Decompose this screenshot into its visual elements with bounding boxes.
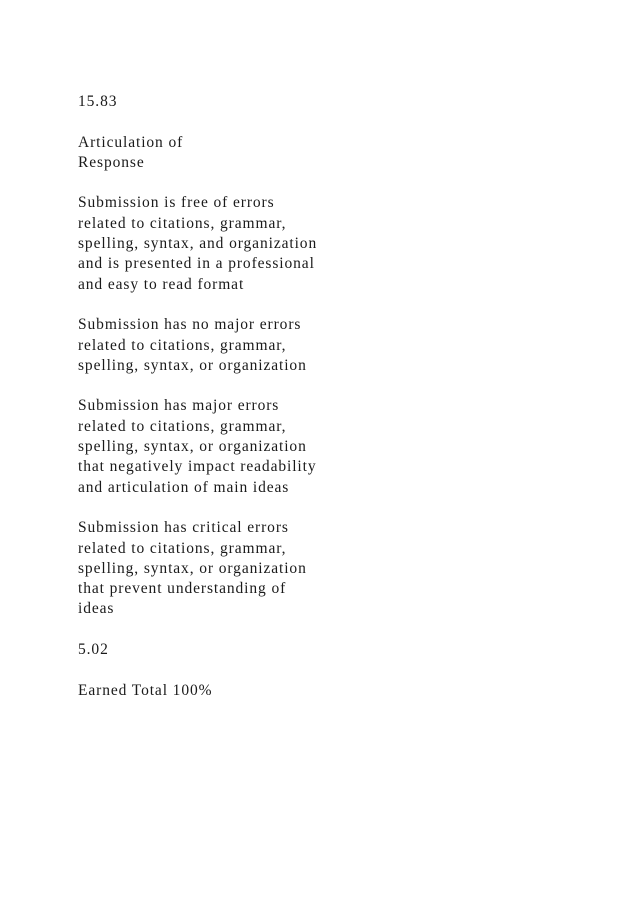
level-line: spelling, syntax, or organization [78, 438, 307, 456]
level-line: and easy to read format [78, 275, 245, 293]
earned-total-text: Earned Total 100% [78, 681, 213, 699]
level-line: spelling, syntax, or organization [78, 559, 307, 577]
score-text: 5.02 [78, 641, 109, 659]
level-line: related to citations, grammar, [78, 336, 287, 354]
level-line: ideas [78, 600, 115, 618]
level-line: that negatively impact readability [78, 458, 317, 476]
level-line: related to citations, grammar, [78, 417, 287, 435]
level-line: Submission is free of errors [78, 194, 275, 212]
level-line: spelling, syntax, and organization [78, 235, 318, 253]
document-page [78, 92, 418, 721]
score-text: 15.83 [78, 93, 118, 110]
level-line: Submission has critical errors [78, 519, 289, 537]
score-value [78, 92, 418, 112]
level-line: that prevent understanding of [78, 580, 287, 598]
earned-total [78, 681, 418, 701]
level-description-poor [78, 518, 418, 619]
level-line: and is presented in a professional [78, 255, 315, 273]
level-description-fair [78, 396, 418, 497]
level-line: and articulation of main ideas [78, 478, 290, 496]
level-line: related to citations, grammar, [78, 214, 287, 232]
level-description-excellent [78, 193, 418, 294]
criterion-title [78, 133, 418, 174]
level-line: Submission has major errors [78, 397, 280, 415]
score-value [78, 640, 418, 660]
criterion-line: Articulation of [78, 133, 184, 151]
level-line: Submission has no major errors [78, 316, 302, 334]
level-line: spelling, syntax, or organization [78, 356, 307, 374]
level-description-good [78, 315, 418, 376]
criterion-line: Response [78, 153, 145, 171]
level-line: related to citations, grammar, [78, 539, 287, 557]
